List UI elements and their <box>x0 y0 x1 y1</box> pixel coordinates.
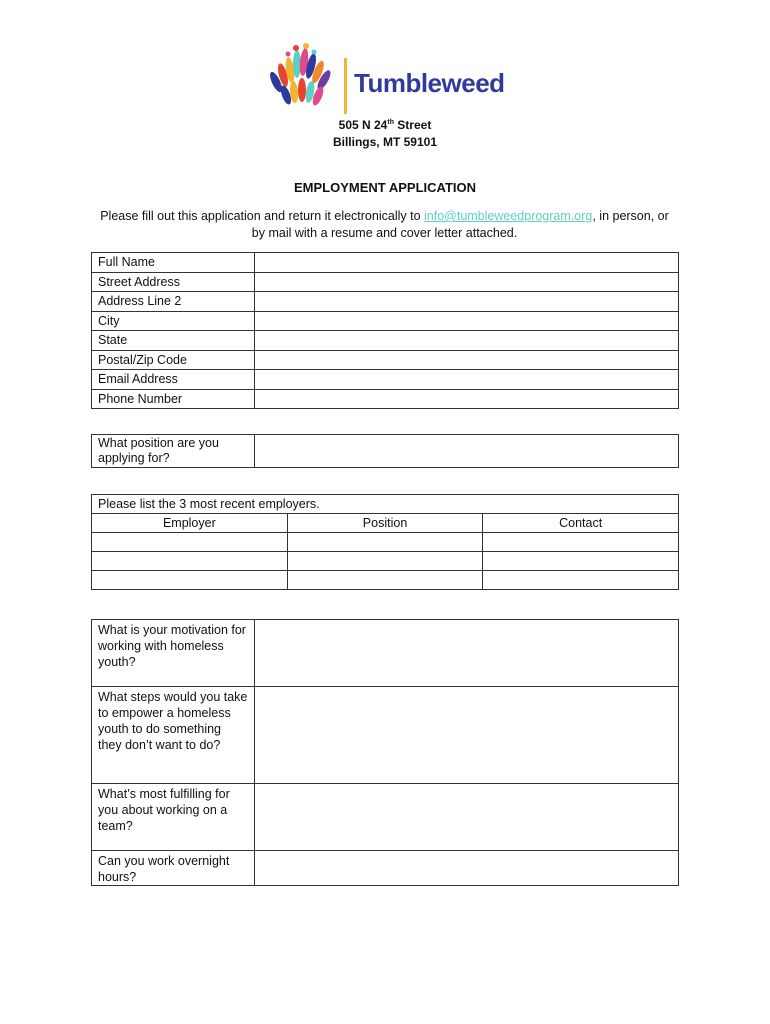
employer-cell[interactable] <box>92 533 288 552</box>
question-row <box>92 620 679 687</box>
answer-field[interactable] <box>255 620 679 687</box>
brand-name: Tumbleweed <box>354 68 505 98</box>
question-row <box>92 784 679 851</box>
contact-row <box>92 370 679 390</box>
field-input[interactable] <box>255 370 679 390</box>
question-row <box>92 851 679 886</box>
column-header-employer: Employer <box>92 514 288 533</box>
field-label: Address Line 2 <box>92 292 255 312</box>
contact-row <box>92 350 679 370</box>
column-header-contact: Contact <box>483 514 679 533</box>
question-label: What is your motivation for working with homeless youth? <box>92 620 255 687</box>
employers-table <box>91 494 679 590</box>
contact-row <box>92 272 679 292</box>
position-label: What position are you applying for? <box>92 435 255 468</box>
employers-heading: Please list the 3 most recent employers. <box>92 495 679 514</box>
field-input[interactable] <box>255 272 679 292</box>
field-input[interactable] <box>255 253 679 273</box>
question-label: What’s most fulfilling for you about working on a team? <box>92 784 255 851</box>
employers-header-row <box>92 514 679 533</box>
field-label: Email Address <box>92 370 255 390</box>
answer-field[interactable] <box>255 784 679 851</box>
answer-field[interactable] <box>255 687 679 784</box>
field-input[interactable] <box>255 331 679 351</box>
field-label: City <box>92 311 255 331</box>
contact-row <box>92 389 679 409</box>
question-row <box>92 687 679 784</box>
page-title: EMPLOYMENT APPLICATION <box>294 180 476 195</box>
employer-cell[interactable] <box>483 571 679 590</box>
field-label: State <box>92 331 255 351</box>
address-line-2: Billings, MT 59101 <box>332 135 438 149</box>
address-line-1: 505 N 24th Street <box>338 118 432 132</box>
employer-cell[interactable] <box>483 552 679 571</box>
position-field[interactable] <box>255 435 679 468</box>
position-row <box>92 435 679 468</box>
employer-cell[interactable] <box>92 571 288 590</box>
field-input[interactable] <box>255 292 679 312</box>
contact-row <box>92 253 679 273</box>
field-input[interactable] <box>255 350 679 370</box>
employer-cell[interactable] <box>92 552 288 571</box>
field-label: Full Name <box>92 253 255 273</box>
question-label: What steps would you take to empower a homeless youth to do something they don’t want to do? <box>92 687 255 784</box>
contact-row <box>92 311 679 331</box>
intro-text: Please fill out this application and return it electronically to info@tumbleweedprogram.org, in person, or by mail with a resume and cover letter attached. <box>100 209 669 240</box>
field-input[interactable] <box>255 389 679 409</box>
employer-row <box>92 533 679 552</box>
contact-row <box>92 292 679 312</box>
employer-cell[interactable] <box>287 533 483 552</box>
employer-row <box>92 571 679 590</box>
employer-cell[interactable] <box>483 533 679 552</box>
employer-cell[interactable] <box>287 552 483 571</box>
email-link[interactable]: info@tumbleweedprogram.org <box>424 209 593 223</box>
field-label: Street Address <box>92 272 255 292</box>
column-header-position: Position <box>287 514 483 533</box>
field-label: Phone Number <box>92 389 255 409</box>
logo-divider <box>344 58 347 114</box>
question-label: Can you work overnight hours? <box>92 851 255 886</box>
contact-info-table <box>91 252 679 409</box>
position-table <box>91 434 679 468</box>
employer-cell[interactable] <box>287 571 483 590</box>
field-label: Postal/Zip Code <box>92 350 255 370</box>
answer-field[interactable] <box>255 851 679 886</box>
field-input[interactable] <box>255 311 679 331</box>
employer-row <box>92 552 679 571</box>
contact-row <box>92 331 679 351</box>
questions-table <box>91 619 679 886</box>
